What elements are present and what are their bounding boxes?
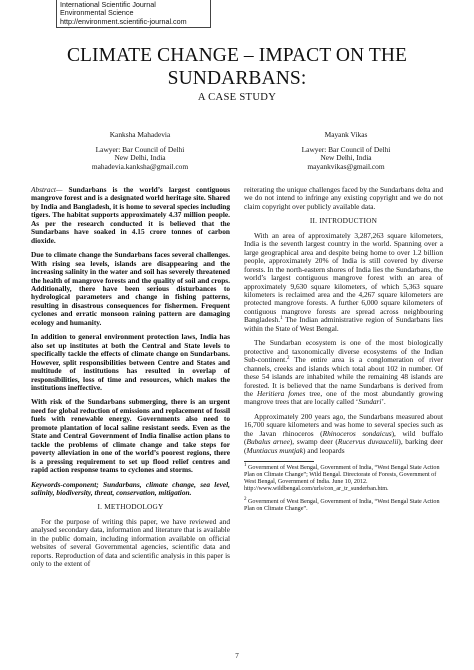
species-name: Rhinoceros sondaicus	[322, 428, 392, 438]
author-affiliation: Lawyer: Bar Council of Delhi	[301, 144, 391, 154]
intro-paragraph-3	[244, 413, 443, 455]
species-name: Rucervus duvaucelii	[337, 437, 399, 447]
methodology-paragraph: For the purpose of writing this paper, we have reviewed and analysed secondary data, information and literature that is available in the public domain, including information available on official websites of several Governmental agencies, scientific data and reports. Reproduction of data and scientific analysis in this paper is only to the extent of	[31, 516, 230, 569]
journal-section: Environmental Science	[60, 8, 134, 18]
keywords: Keywords-component; Sundarbans, climate change, sea level, salinity, biodiversity, threat, conservation, mitigation.	[31, 479, 230, 497]
journal-name: International Scientific Journal	[60, 0, 156, 9]
methodology-continued: reiterating the unique challenges faced by the Sundarbans delta and we do not intend to infringe any existing copyright and we do not claim copyright over publicly available data.	[244, 185, 443, 211]
footnote-number: 1	[244, 463, 247, 469]
abstract-label: Abstract—	[31, 185, 63, 194]
intro-text: ), swamp deer (	[289, 437, 338, 447]
species-name: Heritiera fomes	[256, 388, 306, 398]
abstract-text: Sundarbans is the world’s largest contiguous mangrove forest and is a designated world heritage site. Shared by India and Bangladesh, it is home to several species including tigers. The habitat supports approximately 4.37 million people. As per the research conducted it is believed that the Sundarbans have soaked in 4.15 crore tonnes of carbon dioxide.	[31, 185, 230, 245]
local-name: Sundari	[358, 397, 382, 407]
intro-text: ), wild buffalo (	[244, 428, 443, 447]
author-email[interactable]: mahadevia.kanksha@gmail.com	[91, 161, 189, 171]
intro-text: ), barking deer (	[244, 437, 443, 455]
section-heading-methodology: I. METHODOLOGY	[97, 502, 164, 512]
author-location: New Delhi, India	[320, 153, 372, 163]
intro-text: The entire area is a conglomeration of river channels, creeks and islands which total about 102 in number. Of these 54 islands are inhabited while the remaining 48 islands are forested. It is believed that the name Sundarbans is derived from the	[244, 355, 443, 398]
intro-paragraph-2	[244, 339, 443, 407]
left-column	[31, 186, 230, 575]
right-column	[244, 186, 443, 519]
species-name: Muntiacus muntjak	[246, 445, 303, 455]
author-location: New Delhi, India	[114, 153, 166, 163]
footnote-ref: 2	[287, 356, 290, 362]
abstract-paragraph-4: With risk of the Sundarbans submerging, there is an urgent need for global reduction of emissions and replacement of fossil fuels with renewable energy. Governments also need to promote plantation of local saline resistant seeds. Even as the State and Central Government of India finalise action plans to tackle the problems of climate change and take steps for poverty alleviation in one of the world’s poorest regions, there is a pressing requirement to set up flood relief centres and rapid action response teams to cyclones and storms.	[31, 397, 230, 475]
footnote-ref: 1	[280, 316, 283, 322]
footnote-divider	[244, 461, 314, 462]
intro-text: tree, one of the most abundantly growing mangrove trees that are locally called ‘	[244, 388, 443, 407]
paper-title-line1: CLIMATE CHANGE – IMPACT ON THE	[66, 45, 408, 66]
footnote-2	[244, 499, 443, 513]
abstract-paragraph-1	[31, 186, 230, 245]
author-affiliation: Lawyer: Bar Council of Delhi	[95, 144, 185, 154]
footnote-text: Government of West Bengal, Government of India, “West Bengal State Action Plan on Climate Change”; Wild Bengal. Directorate of Forests, Government of West Bengal, Government of India. June 10, 2012. http://www.wildbengal.com/urls/con_ar_tr_sunderban.htm.	[244, 465, 440, 493]
footnote-text: Government of West Bengal, Government of India, “West Bengal State Action Plan on Climate Change”.	[244, 499, 440, 513]
intro-text: The Indian administrative region of Sundarbans lies within the State of West Bengal.	[244, 315, 443, 333]
intro-text: Approximately 200 years ago, the Sundarbans measured about 16,700 square kilometers and was home to several species such as the Javan rhinoceros (	[244, 411, 443, 438]
intro-text: With an area of approximately 3,287,263 square kilometers, India is the seventh largest country in the world. Spanning over a large geographical area and despite being home to over 1.2 billion people, approximately 20% of India is still covered by diverse forests. In the north-eastern shores of India lies the Sundarbans, the world’s largest contiguous mangrove forest with an area of approximately 9,630 square kilometers, of which 5,363 square kilometers is reclaimed area and the 4,267 square kilometers are protected mangrove forests. A further 6,000 square kilometers of contiguous mangrove forests are spread across neighbouring Bangladesh.	[244, 230, 443, 325]
author-email[interactable]: mayankvikas@gmail.com	[307, 161, 385, 171]
abstract-paragraph-2: Due to climate change the Sundarbans faces several challenges. With rising sea levels, islands are disappearing and the increasing salinity in the water and soil has severely threatened the health of mangrove forests and the quality of soil and crops. Additionally, there have been serious disturbances to hydrological parameters and change in fishing patterns, resulting in disastrous consequences for fishermen. Frequent cyclones and erratic monsoon raining pattern are damaging ecology and humanity.	[31, 250, 230, 327]
paper-title	[0, 44, 474, 90]
footnote-1	[244, 465, 443, 493]
author-block-2	[246, 131, 446, 171]
journal-header	[56, 0, 211, 28]
author-name: Kanksha Mahadevia	[109, 130, 171, 139]
author-name: Mayank Vikas	[324, 130, 368, 139]
species-name: Bubalus arnee	[246, 437, 290, 447]
abstract-paragraph-3: In addition to general environment protection laws, India has also set up institutes at both the Central and State levels to specifically tackle the effects of climate change on Sundarbans. However, split responsibilities between Centre and States and multitude of institutions has resulted in overlap of responsibilities, loss of time and resources, which makes the institutions ineffective.	[31, 332, 230, 392]
paper-title-line2: SUNDARBANS:	[167, 68, 307, 89]
journal-url[interactable]: http://environment.scientific-journal.com	[60, 16, 187, 26]
intro-text: ’.	[381, 397, 386, 407]
page-number: 7	[235, 652, 239, 660]
intro-paragraph-1	[244, 232, 443, 333]
intro-text: The Sundarban ecosystem is one of the most biologically protective and taxonomically diverse ecosystems of the Indian Sub-continent.	[244, 338, 443, 365]
paper-subtitle: A CASE STUDY	[197, 92, 277, 103]
section-heading-introduction: II. INTRODUCTION	[309, 216, 378, 226]
footnote-number: 2	[244, 497, 247, 503]
intro-text: ) and leopards	[302, 445, 345, 455]
author-block-1	[40, 131, 240, 171]
